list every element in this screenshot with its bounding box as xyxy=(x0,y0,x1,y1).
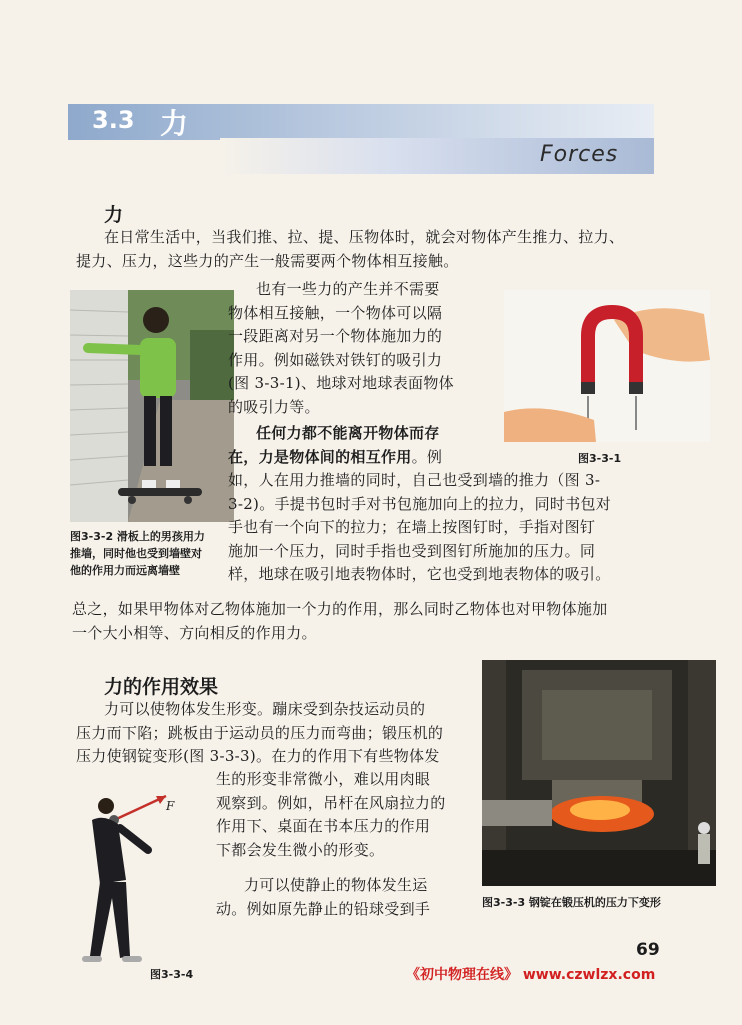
heading-force: 力 xyxy=(104,204,124,226)
section-number: 3.3 xyxy=(92,106,135,134)
caption-figure-3-3-4: 图3-3-4 xyxy=(150,968,194,981)
heading-effects: 力的作用效果 xyxy=(104,676,219,698)
english-title: Forces xyxy=(540,142,619,167)
key-statement-1: 任何力都不能离开物体而存 xyxy=(256,424,440,442)
force-label: F xyxy=(166,799,175,813)
paragraph-interaction: 任何力都不能离开物体而存 在，力是物体间的相互作用。例 如，人在用力推墙的同时，自己也受到墙的推力（图 3- 3-2)。手提书包时手对书包施加向上的拉力，同时书包对 手也有一个向下的拉力；在墙上按图钉时，手指对图钉 施加一个压力，同时手指也受到图钉所施加的压力。同 样，地球在吸引地表物体时，它也受到地表物体的吸引。 xyxy=(228,424,612,583)
caption-figure-3-3-1: 图3-3-1 xyxy=(578,452,622,465)
figure-skateboard-photo xyxy=(70,290,234,522)
paragraph-deformation: 力可以使物体发生形变。蹦床受到杂技运动员的 压力而下陷；跳板由于运动员的压力而弯曲；锻压机的 压力使钢锭变形(图 3-3-3)。在力的作用下有些物体发 xyxy=(76,700,444,765)
paragraph-non-contact: 也有一些力的产生并不需要 物体相互接触，一个物体可以隔 一段距离对另一个物体施加力的 作用。例如磁铁对铁钉的吸引力 (图 3-3-1)、地球对地球表面物体 的吸引力等。 xyxy=(228,280,454,416)
paragraph-summary: 总之，如果甲物体对乙物体施加一个力的作用，那么同时乙物体也对甲物体施加 一个大小相等、方向相反的作用力。 xyxy=(72,600,608,642)
paragraph-small-deformation: 生的形变非常微小，难以用肉眼 观察到。例如，吊杆在风扇拉力的 作用下、桌面在书本压力的作用 下都会发生微小的形变。 xyxy=(216,770,446,859)
key-statement-2: 在，力是物体间的相互作用 xyxy=(228,447,412,466)
section-title: 力 xyxy=(160,107,189,140)
page-number: 69 xyxy=(636,940,660,960)
section-banner xyxy=(68,104,654,140)
figure-shot-put-illustration xyxy=(70,780,210,980)
paragraph-intro: 在日常生活中，当我们推、拉、提、压物体时，就会对物体产生推力、拉力、 提力、压力，这些力的产生一般需要两个物体相互接触。 xyxy=(76,228,625,270)
caption-figure-3-3-3: 图3-3-3 钢锭在锻压机的压力下变形 xyxy=(482,896,661,909)
caption-figure-3-3-2: 图3-3-2 滑板上的男孩用力 推墙，同时他也受到墙壁对 他的作用力而远离墙壁 xyxy=(70,530,205,577)
footer-source: 《初中物理在线》 www.czwlzx.com xyxy=(406,967,656,983)
paragraph-motion: 力可以使静止的物体发生运 动。例如原先静止的铅球受到手 xyxy=(216,876,431,918)
figure-forging-press-photo xyxy=(482,660,716,886)
figure-magnet-photo xyxy=(504,290,710,442)
